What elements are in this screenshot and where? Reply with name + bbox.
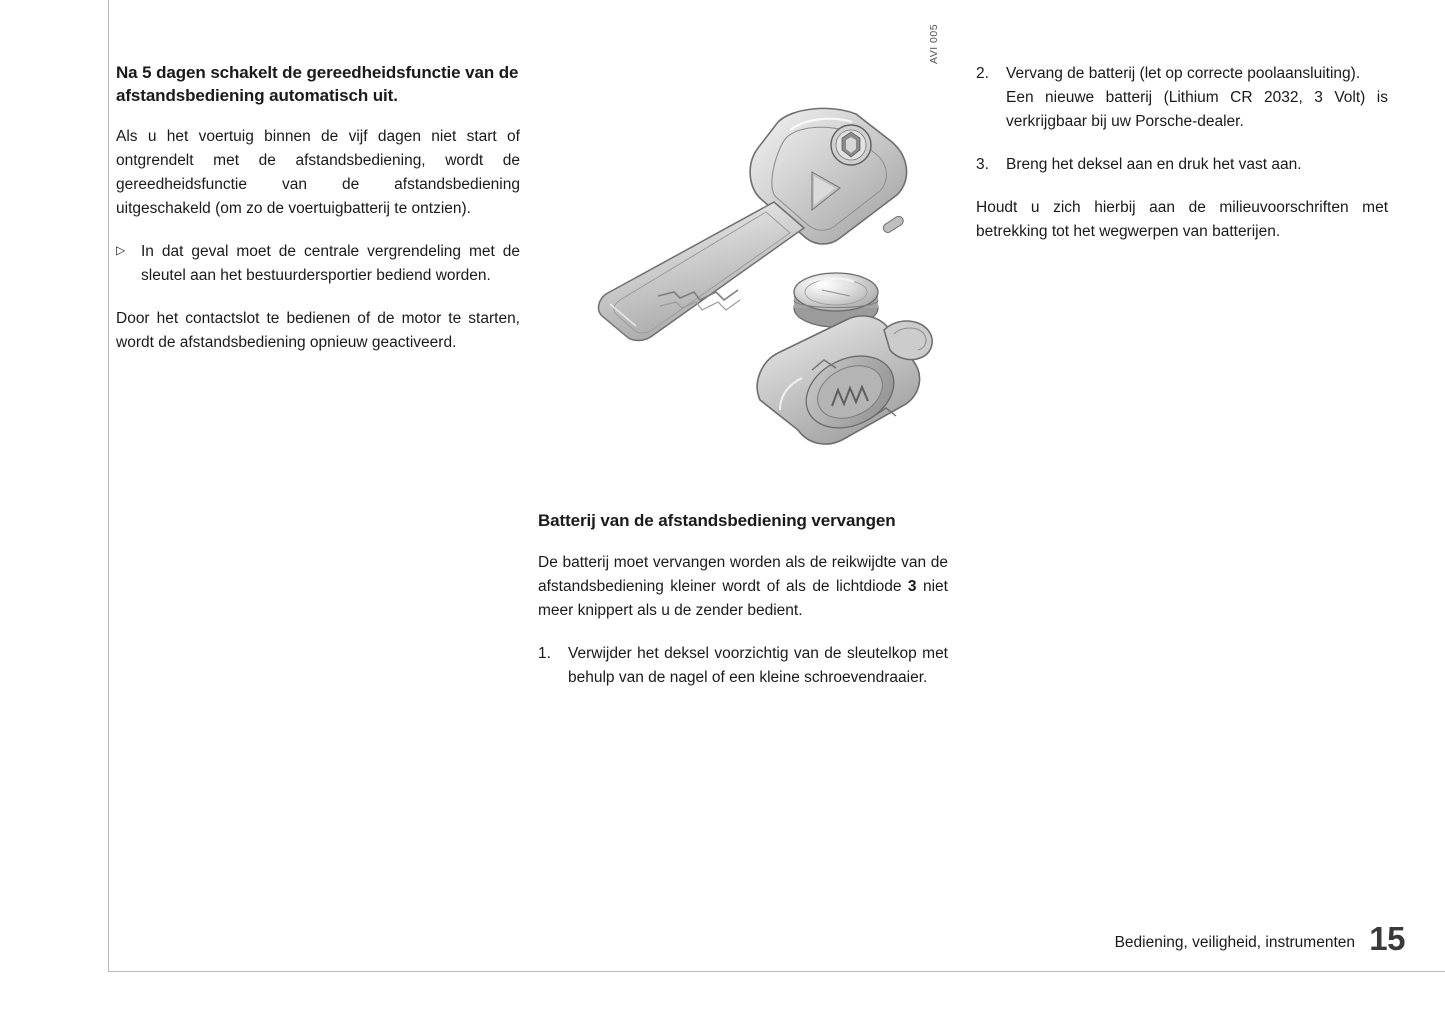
- step-1-text: Verwijder het deksel voorzichtig van de sleutelkop met behulp van de nagel of een kleine schroevendraaier.: [568, 644, 948, 686]
- key-blade-group: [599, 202, 804, 341]
- page-number: 15: [1369, 920, 1405, 957]
- footer-breadcrumb: Bediening, veiligheid, instrumenten: [1114, 934, 1355, 951]
- key-and-battery-illustration: [540, 60, 960, 480]
- middle-column-heading: Batterij van de afstandsbediening vervangen: [538, 511, 896, 530]
- right-column-step-3: [976, 153, 1388, 177]
- bottom-margin-rule: [108, 971, 1445, 972]
- step-2-text-secondary: Een nieuwe batterij (Lithium CR 2032, 3 Volt) is verkrijgbaar bij uw Porsche-dealer.: [1006, 89, 1388, 131]
- left-column-paragraph-1: Als u het voertuig binnen de vijf dagen niet start of ontgrendelt met de afstandsbediening, wordt de gereedheidsfunctie van de afstandsbediening uitgeschakeld (om zo de voertuigbatterij te ontzien).: [116, 128, 520, 218]
- triangle-bullet-icon: ▷: [116, 243, 126, 258]
- right-column: [976, 62, 1388, 244]
- step-1-number: 1.: [538, 644, 551, 662]
- left-column-bullet-1-text: In dat geval moet de centrale vergrendeling met de sleutel aan het bestuurdersportier bediend worden.: [141, 243, 520, 285]
- middle-paragraph-part-b: niet meer knippert als u de zender bedient.: [538, 577, 948, 619]
- figure-code-label: AVI 005: [928, 23, 940, 64]
- step-2-text: Vervang de batterij (let op correcte poolaansluiting).: [1006, 65, 1361, 82]
- right-column-step-2: [976, 62, 1388, 134]
- key-exploded-view-svg: [540, 60, 960, 480]
- middle-paragraph-part-a: De batterij moet vervangen worden als de reikwijdte van de afstandsbediening kleiner wordt of als de lichtdiode: [538, 553, 948, 595]
- left-column-heading: Na 5 dagen schakelt de gereedheidsfunctie van de afstandsbediening automatisch uit.: [116, 63, 519, 105]
- left-margin-rule: [108, 0, 109, 972]
- step-3-text: Breng het deksel aan en druk het vast aan.: [1006, 156, 1302, 174]
- middle-column-step-1: [538, 642, 948, 690]
- key-cover-group: [757, 316, 932, 444]
- left-column-paragraph-2: Door het contactslot te bedienen of de motor te starten, wordt de afstandsbediening opnieuw geactiveerd.: [116, 310, 520, 352]
- left-column-bullet-1: [116, 240, 520, 288]
- left-column: [116, 62, 520, 355]
- middle-paragraph-bold: 3: [907, 577, 917, 595]
- middle-column-paragraph-1: [538, 551, 948, 623]
- middle-column: [538, 510, 948, 709]
- page-footer: [0, 920, 1445, 970]
- step-3-number: 3.: [976, 156, 989, 174]
- step-2-number: 2.: [976, 65, 989, 82]
- right-column-paragraph-1: Houdt u zich hierbij aan de milieuvoorschriften met betrekking tot het wegwerpen van batterijen.: [976, 199, 1388, 241]
